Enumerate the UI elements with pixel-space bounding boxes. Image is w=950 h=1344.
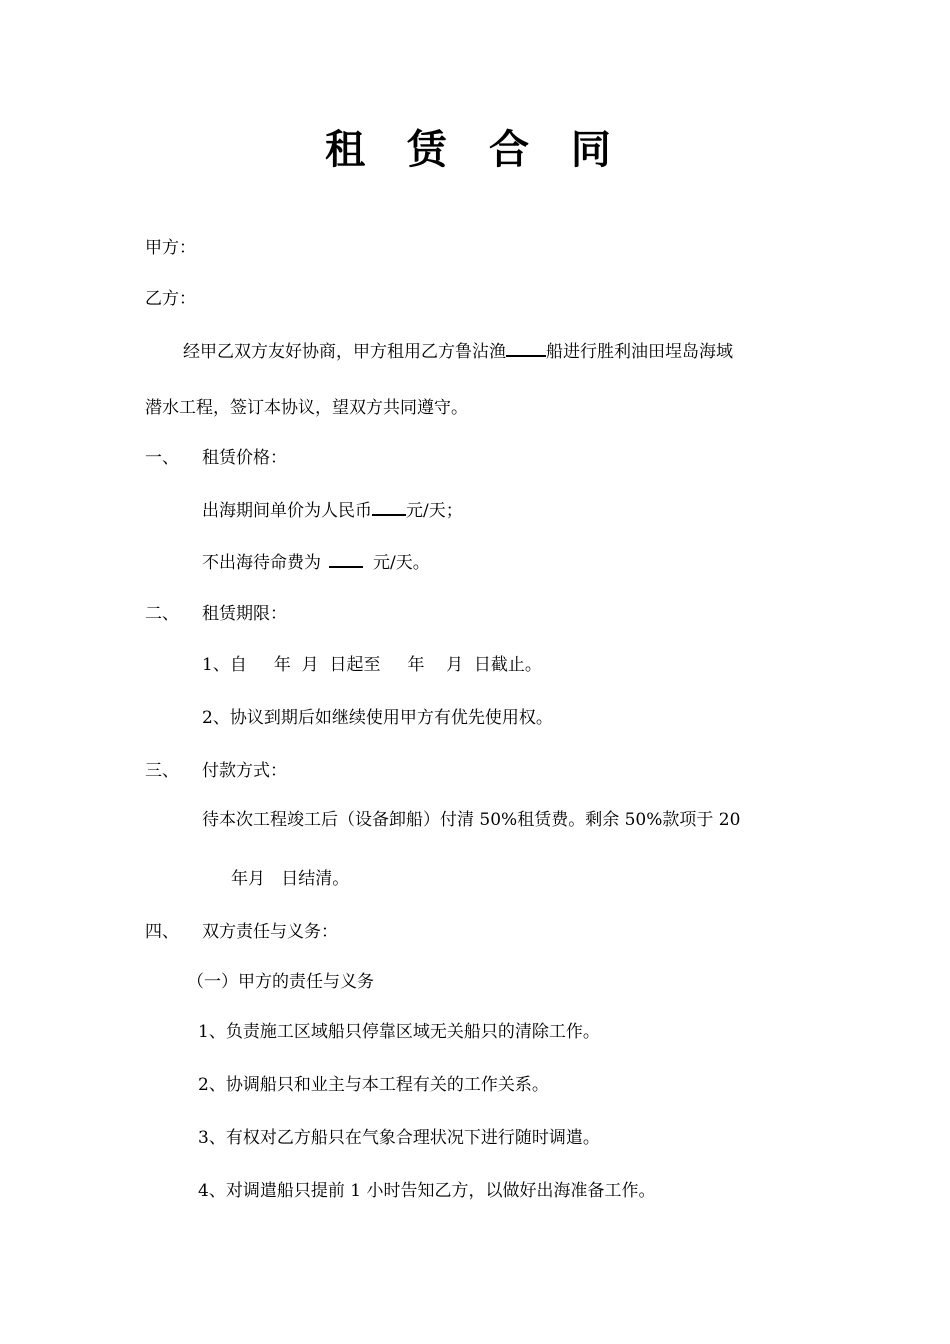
document-title: 租 赁 合 同 <box>325 127 625 173</box>
intro-line-2: 潜水工程，签订本协议，望双方共同遵守。 <box>145 398 468 418</box>
party-b-label: 乙方： <box>145 289 196 309</box>
section-2-heading: 租赁期限： <box>202 604 287 624</box>
section-1-number: 一、 <box>145 448 179 468</box>
party-a-duty-1: 1、负责施工区域船只停靠区域无关船只的清除工作。 <box>198 1022 600 1042</box>
section-4-heading: 双方责任与义务： <box>202 922 338 942</box>
standby-text-before-blank: 不出海待命费为 <box>202 553 321 573</box>
section-1-heading: 租赁价格： <box>202 448 287 468</box>
party-a-duty-4: 4、对调遣船只提前 1 小时告知乙方，以做好出海准备工作。 <box>198 1181 656 1201</box>
party-a-duty-3: 3、有权对乙方船只在气象合理状况下进行随时调遣。 <box>198 1128 600 1148</box>
standby-fee-blank <box>329 549 363 568</box>
vessel-number-blank <box>506 338 546 357</box>
section-2-item-2: 2、协议到期后如继续使用甲方有优先使用权。 <box>202 708 553 728</box>
price-text-after-blank: 元/天； <box>406 501 463 521</box>
section-4-sub-heading: （一）甲方的责任与义务 <box>187 972 374 992</box>
section-1-item-2 <box>202 549 430 575</box>
section-3-item-1: 待本次工程竣工后（设备卸船）付清 50%租赁费。剩余 50%款项于 20 <box>202 810 741 830</box>
intro-text-after-blank: 船进行胜利油田埕岛海域 <box>546 342 733 362</box>
section-2-item-1: 1、自 年 月 日起至 年 月 日截止。 <box>202 655 542 675</box>
price-blank <box>372 497 406 516</box>
party-a-duty-2: 2、协调船只和业主与本工程有关的工作关系。 <box>198 1075 549 1095</box>
party-a-label: 甲方： <box>145 238 196 258</box>
standby-text-after-blank: 元/天。 <box>373 553 430 573</box>
section-3-heading: 付款方式： <box>202 761 287 781</box>
section-4-number: 四、 <box>145 922 179 942</box>
price-text-before-blank: 出海期间单价为人民币 <box>202 501 372 521</box>
intro-line-1 <box>183 338 733 364</box>
section-3-item-2: 年月 日结清。 <box>231 869 350 889</box>
section-2-number: 二、 <box>145 604 179 624</box>
intro-text-before-blank: 经甲乙双方友好协商，甲方租用乙方鲁沾渔 <box>183 342 506 362</box>
section-3-number: 三、 <box>145 761 179 781</box>
section-1-item-1 <box>202 497 463 523</box>
